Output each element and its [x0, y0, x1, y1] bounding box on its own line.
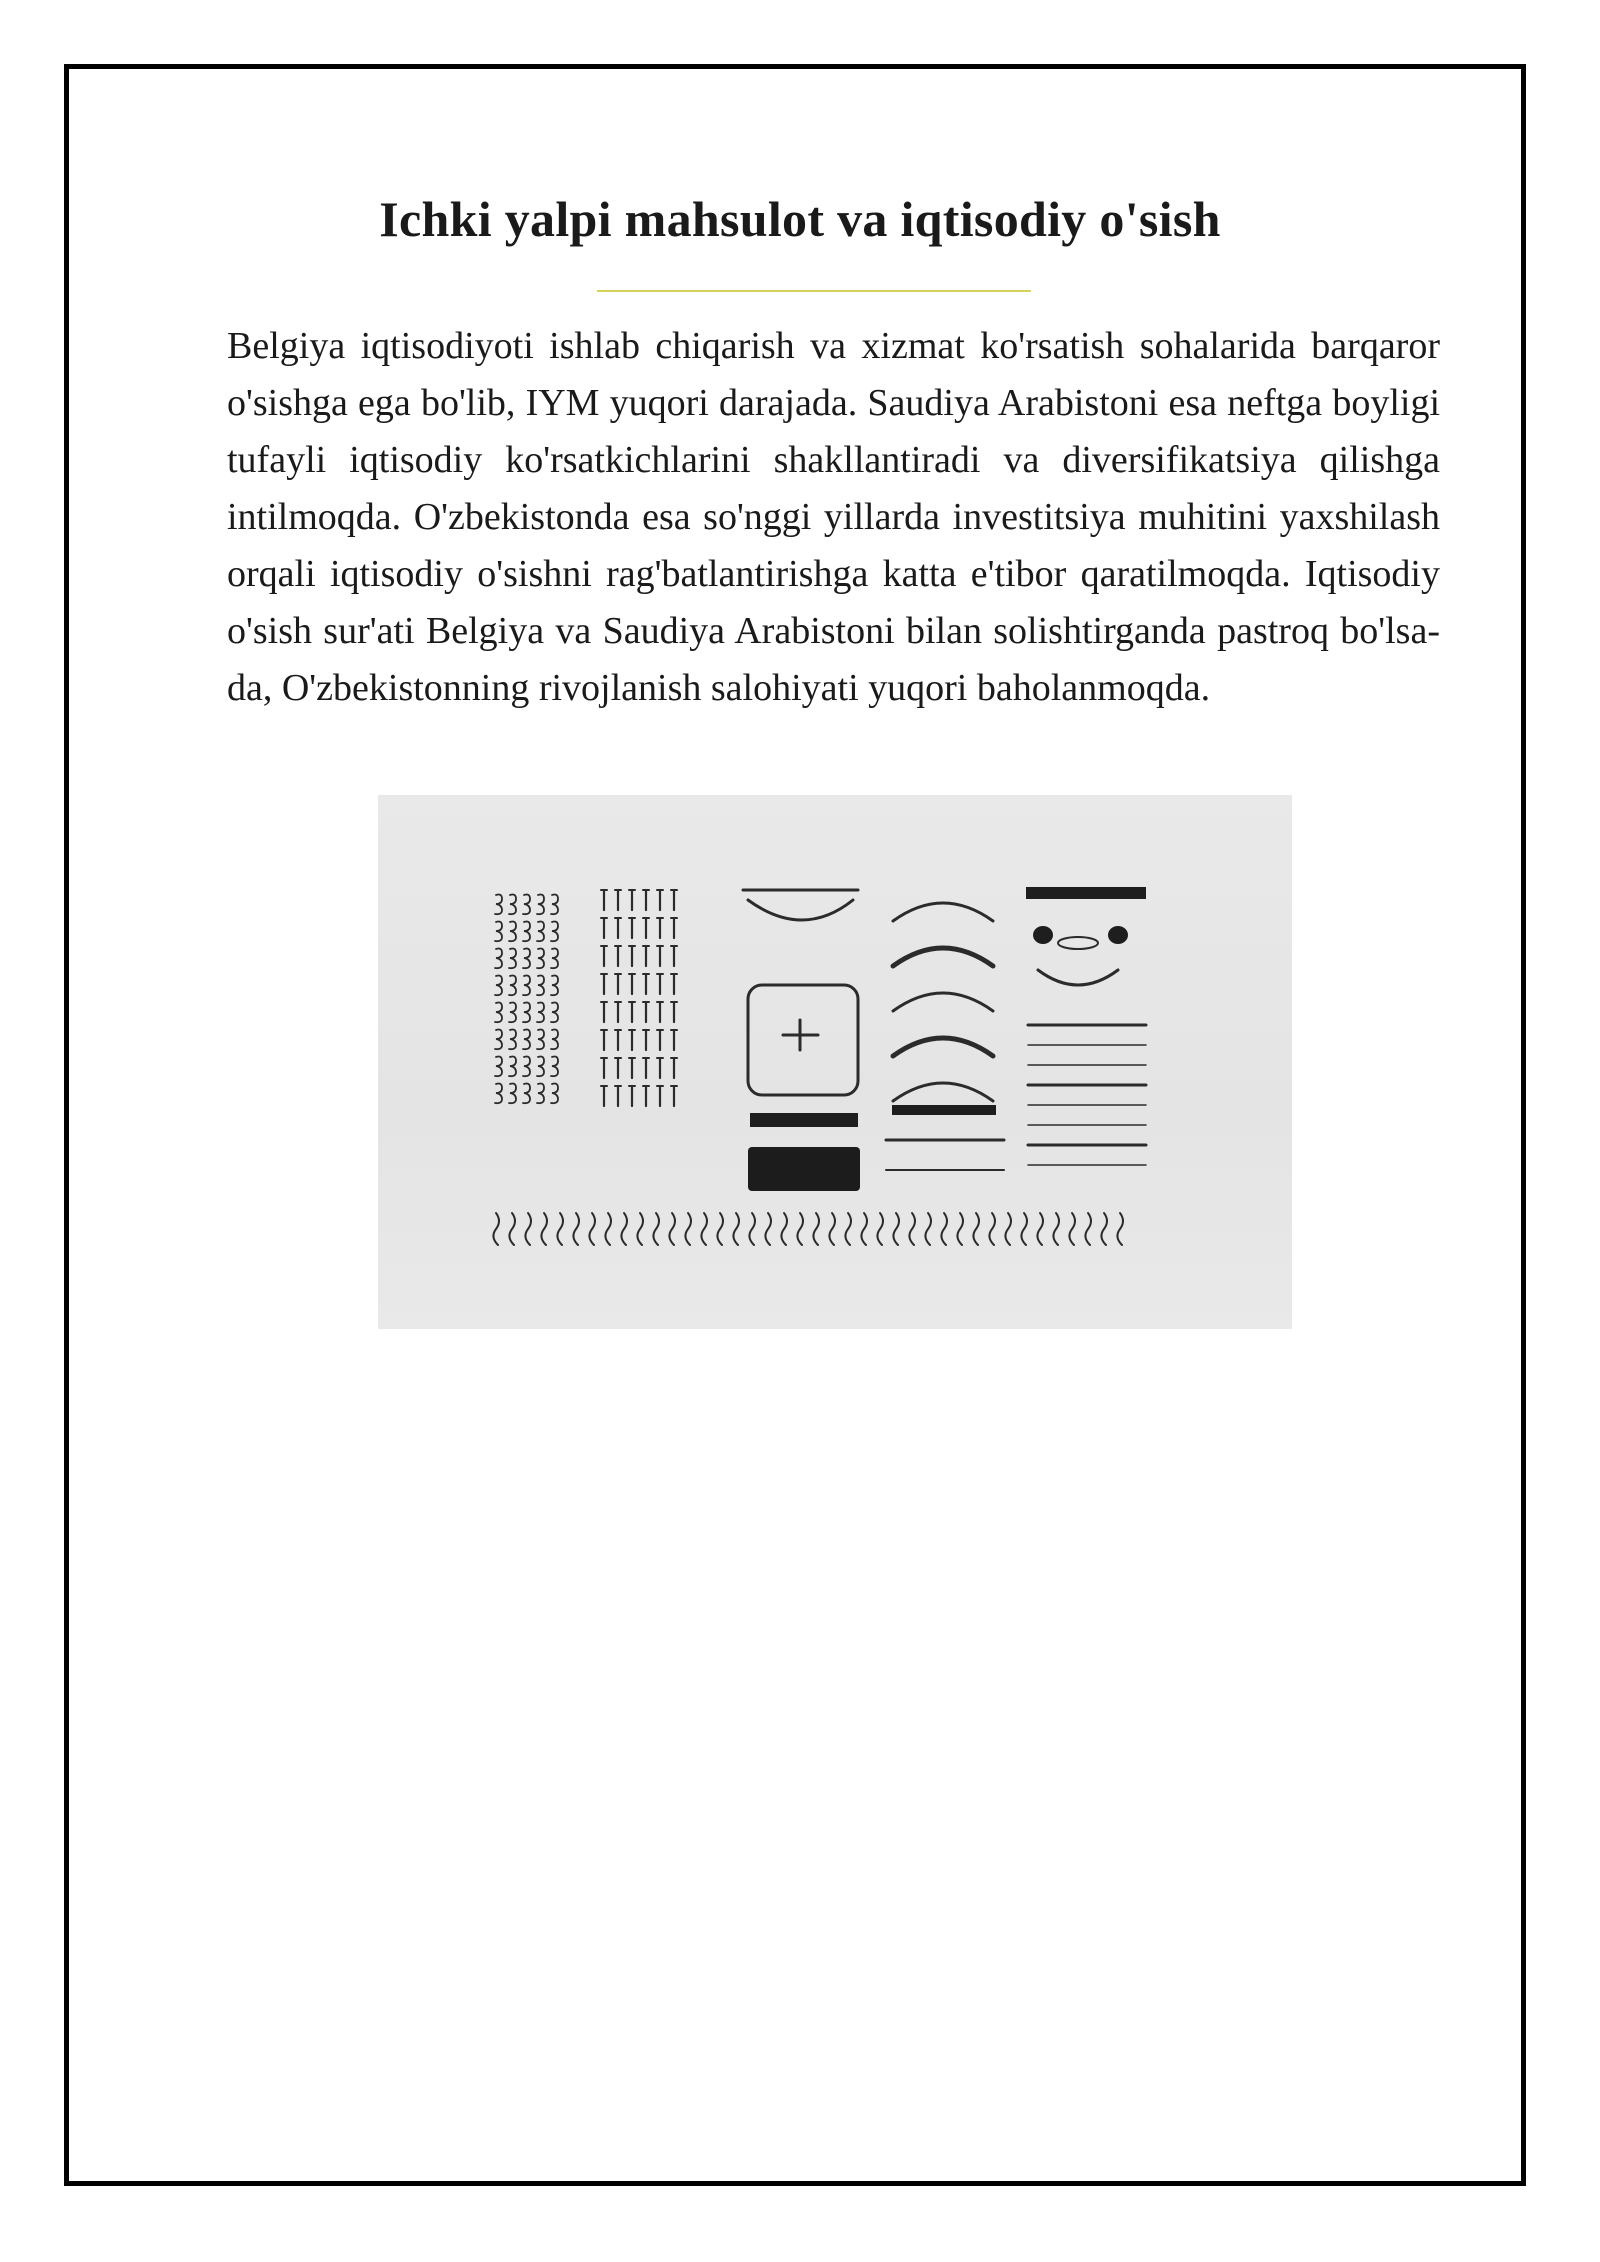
key-lever: [621, 1213, 627, 1245]
key-lever: [701, 1213, 707, 1245]
carriage-rail: [1026, 887, 1146, 899]
page-title: Ichki yalpi mahsulot va iqtisodiy o'sish: [379, 191, 1221, 247]
spring-part: [509, 949, 516, 969]
key-lever: [1037, 1213, 1043, 1245]
key-lever: [1101, 1213, 1107, 1245]
frame-bracket: [783, 1020, 818, 1050]
spring-part: [509, 895, 516, 915]
washer: [1058, 937, 1098, 949]
platen-bar: [892, 1105, 996, 1115]
spring-part: [551, 1084, 558, 1104]
spring-part: [537, 976, 544, 996]
key-lever: [733, 1213, 739, 1245]
key-lever: [717, 1213, 723, 1245]
key-lever: [925, 1213, 931, 1245]
segment-arc: [893, 993, 993, 1011]
spring-part: [523, 949, 530, 969]
segment-arc: [893, 903, 993, 921]
spring-part: [551, 976, 558, 996]
spring-part: [537, 949, 544, 969]
key-lever: [749, 1213, 755, 1245]
disassembled-typewriter-photo: [378, 795, 1292, 1329]
key-lever: [541, 1213, 547, 1245]
key-lever: [957, 1213, 963, 1245]
spring-part: [495, 1003, 502, 1023]
key-lever: [573, 1213, 579, 1245]
key-lever: [557, 1213, 563, 1245]
key-lever: [653, 1213, 659, 1245]
key-rail: [750, 1113, 858, 1127]
spring-part: [551, 895, 558, 915]
spring-part: [495, 949, 502, 969]
key-lever: [493, 1213, 499, 1245]
key-lever: [669, 1213, 675, 1245]
key-lever: [637, 1213, 643, 1245]
segment-arc: [893, 1083, 993, 1101]
spring-part: [523, 895, 530, 915]
spring-part: [509, 1030, 516, 1050]
key-lever: [1085, 1213, 1091, 1245]
spring-part: [495, 895, 502, 915]
body-paragraph: Belgiya iqtisodiyoti ishlab chiqarish va xizmat ko'rsatish sohalarida barqaror o'sishga ega bo'lib, IYM yuqori darajada. Saudiya Arabistoni esa neftga boyligi tufayli iqtisodiy ko'rsatkichlarini shakllantiradi va diversifikatsiya qilishga intilmoqda. O'zbekistonda esa so'nggi yillarda investitsiya muhitini yaxshilash orqali iqtisodiy o'sishni rag'batlantirishga katta e'tibor qaratilmoqda. Iqtisodiy o'sish sur'ati Belgiya va Saudiya Arabistoni bilan solishtirganda pastroq bo'lsa-da, O'zbekistonning rivojlanish salohiyati yuqori baholanmoqda.: [227, 325, 1440, 709]
spring-part: [537, 1084, 544, 1104]
key-lever: [893, 1213, 899, 1245]
knob: [1033, 926, 1053, 944]
key-lever: [1005, 1213, 1011, 1245]
key-lever: [989, 1213, 995, 1245]
spring-part: [523, 976, 530, 996]
key-lever: [861, 1213, 867, 1245]
spring-part: [495, 1057, 502, 1077]
key-lever: [525, 1213, 531, 1245]
spring-part: [523, 1030, 530, 1050]
segment-arc: [893, 948, 993, 966]
spring-part: [509, 1084, 516, 1104]
spring-part: [537, 895, 544, 915]
spring-clip: [1038, 970, 1118, 985]
spring-part: [509, 922, 516, 942]
carriage-frame: [743, 890, 858, 920]
key-lever: [973, 1213, 979, 1245]
key-lever: [845, 1213, 851, 1245]
key-lever: [605, 1213, 611, 1245]
key-lever: [1021, 1213, 1027, 1245]
segment-arc: [893, 1038, 993, 1056]
key-lever: [797, 1213, 803, 1245]
spring-part: [551, 949, 558, 969]
knob: [1108, 926, 1128, 944]
key-lever: [1117, 1213, 1123, 1245]
base-plate: [748, 1147, 860, 1191]
spring-part: [495, 976, 502, 996]
spring-part: [523, 922, 530, 942]
spring-part: [537, 1057, 544, 1077]
key-lever: [941, 1213, 947, 1245]
spring-part: [523, 1084, 530, 1104]
key-lever: [781, 1213, 787, 1245]
key-lever: [765, 1213, 771, 1245]
key-lever: [909, 1213, 915, 1245]
key-lever: [1069, 1213, 1075, 1245]
key-lever: [509, 1213, 515, 1245]
spring-part: [537, 1030, 544, 1050]
spring-part: [551, 1057, 558, 1077]
main-frame: [748, 985, 858, 1095]
key-lever: [829, 1213, 835, 1245]
spring-part: [523, 1003, 530, 1023]
spring-part: [551, 1003, 558, 1023]
spring-part: [509, 1057, 516, 1077]
title-underline: [597, 290, 1031, 292]
spring-part: [495, 1030, 502, 1050]
spring-part: [495, 1084, 502, 1104]
spring-part: [551, 922, 558, 942]
key-lever: [877, 1213, 883, 1245]
key-lever: [813, 1213, 819, 1245]
spring-part: [509, 976, 516, 996]
spring-part: [537, 922, 544, 942]
spring-part: [551, 1030, 558, 1050]
spring-part: [495, 922, 502, 942]
key-lever: [589, 1213, 595, 1245]
key-lever: [1053, 1213, 1059, 1245]
spring-part: [509, 1003, 516, 1023]
key-lever: [685, 1213, 691, 1245]
spring-part: [537, 1003, 544, 1023]
spring-part: [523, 1057, 530, 1077]
